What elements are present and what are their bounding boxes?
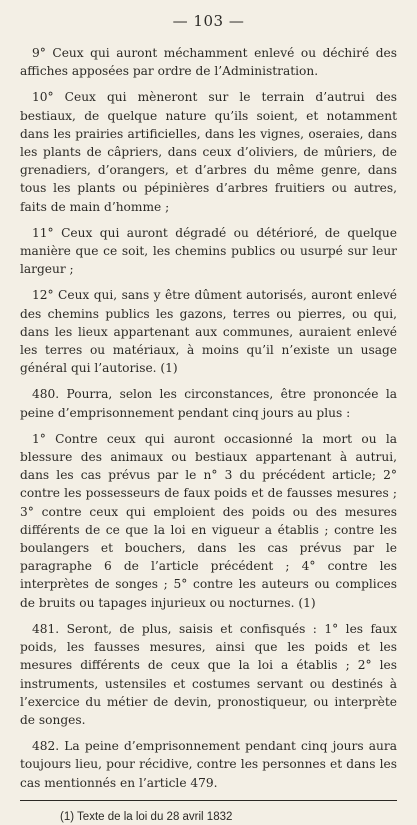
paragraph-11: 11° Ceux qui auront dégradé ou détérioré, de quelque manière que ce soit, les chemins publics ou usurpé sur leur largeur ;	[20, 225, 397, 277]
footnote: (1) Texte de la loi du 28 avril 1832	[60, 810, 233, 823]
article-480-list: 1° Contre ceux qui auront occasionné la mort ou la blessure des animaux ou bestiaux appartenant à autrui, dans les cas prévus par le n° 3 du précédent article; 2° contre les possesseurs de faux poids et de fausses mesures ; 3° contre ceux qui emploient des poids ou des mesures différents de ce que la loi en vigueur a établis ; contre les boulangers et bouchers, dans les cas prévus par le paragraphe 6 de l’article précédent ; 4° contre les interprètes de songes ; 5° contre les auteurs ou complices de bruits ou tapages injurieux ou nocturnes. (1)	[20, 431, 397, 610]
article-481: 481. Seront, de plus, saisis et confisqués : 1° les faux poids, les fausses mesures, ainsi que les poids et les mesures différents de ceux que la loi a établis ; 2° les instruments, ustensiles et costumes servant ou destinés à l’exercice du métier de devin, pronostiqueur, ou interprète de songes.	[20, 621, 397, 727]
paragraph-9: 9° Ceux qui auront méchamment enlevé ou déchiré des affiches apposées par ordre de l’Administration.	[20, 46, 397, 79]
paragraph-10: 10° Ceux qui mèneront sur le terrain d’autrui des bestiaux, de quelque nature qu’ils soient, et notamment dans les prairies artificielles, dans les vignes, oseraies, dans les plants de câpriers, dans ceux d’oliviers, de mûriers, de grenadiers, d’orangers, et d’arbres du même genre, dans tous les plants ou pépinières d’arbres fruitiers ou autres, faits de main d’homme ;	[20, 90, 397, 214]
paragraph-12: 12° Ceux qui, sans y être dûment autorisés, auront enlevé des chemins publics les gazons, terres ou pierres, ou qui, dans les lieux appartenant aux communes, auraient enlevé les terres ou matériaux, à moins qu’il n’existe un usage général qui l’autorise. (1)	[20, 288, 397, 376]
article-482: 482. La peine d’emprisonnement pendant cinq jours aura toujours lieu, pour récidive, contre les personnes et dans les cas mentionnés en l’article 479.	[20, 739, 397, 790]
article-480: 480. Pourra, selon les circonstances, être prononcée la peine d’emprisonnement pendant cinq jours au plus :	[20, 387, 397, 420]
page-number: — 103 —	[172, 12, 245, 30]
